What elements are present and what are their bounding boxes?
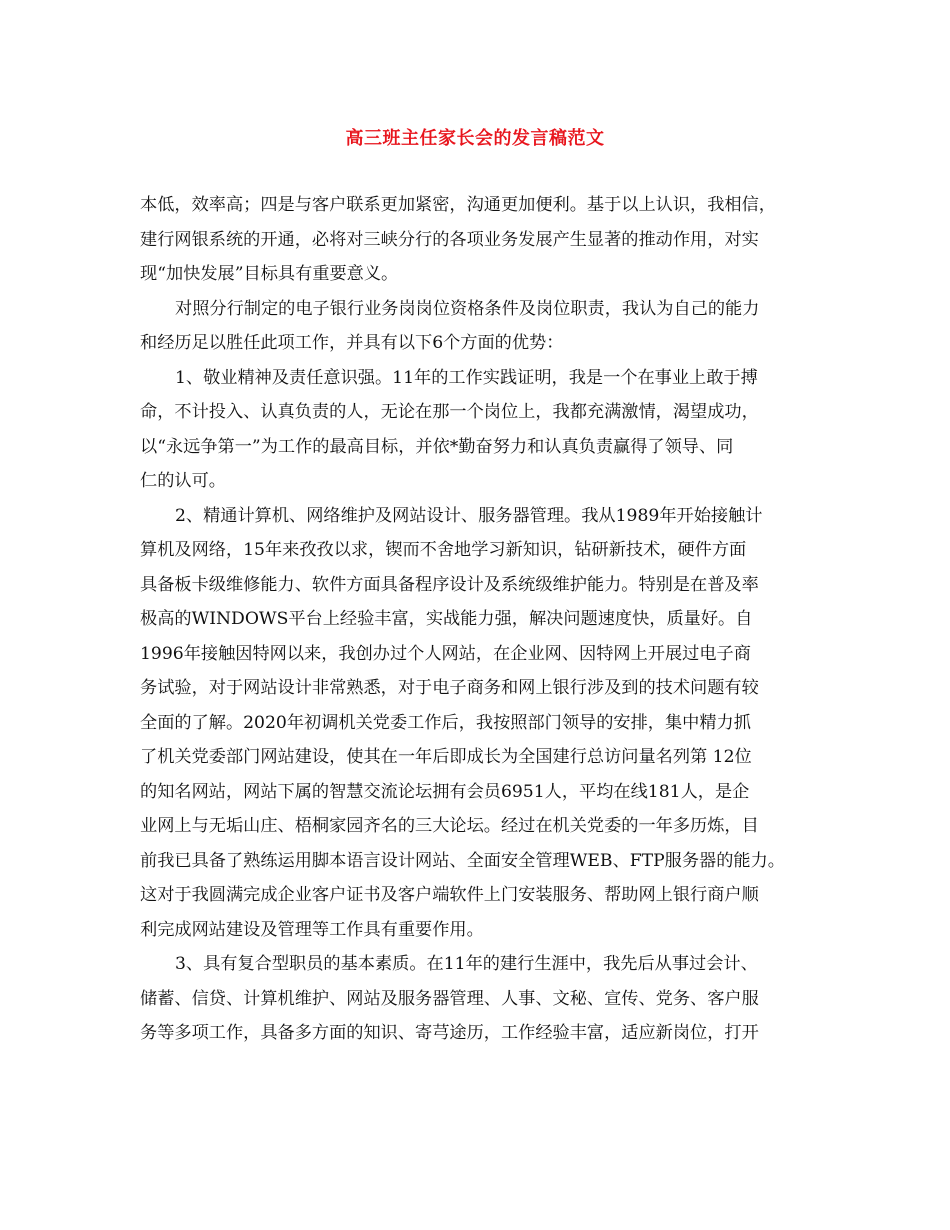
body-text-line: 具备板卡级维修能力、软件方面具备程序设计及系统级维护能力。特别是在普及率 <box>140 574 759 595</box>
body-text-line: 这对于我圆满完成企业客户证书及客户端软件上门安装服务、帮助网上银行商户顺 <box>140 885 759 905</box>
body-text-line: 建行网银系统的开通，必将对三峡分行的各项业务发展产生显著的推动作用，对实 <box>140 229 759 250</box>
body-text-line: 对照分行制定的电子银行业务岗岗位资格条件及岗位职责，我认为自己的能力 <box>175 298 760 319</box>
body-text-line: 3、具有复合型职员的基本素质。在11年的建行生涯中，我先后从事过会计、 <box>175 954 758 974</box>
body-text-line: 本低，效率高；四是与客户联系更加紧密，沟通更加便利。基于以上认识，我相信， <box>140 195 776 215</box>
body-text-line: 1、敬业精神及责任意识强。11年的工作实践证明，我是一个在事业上敢于搏 <box>175 367 758 388</box>
body-text-line: 以“永远争第一”为工作的最高目标，并依*勤奋努力和认真负责赢得了领导、同 <box>140 436 734 457</box>
document-title: 高三班主任家长会的发言稿范文 <box>345 128 605 149</box>
body-text-line: 2、精通计算机、网络维护及网站设计、服务器管理。我从1989年开始接触计 <box>175 505 763 526</box>
body-text-line: 了机关党委部门网站建设，使其在一年后即成长为全国建行总访问量名列第 12位 <box>140 747 752 767</box>
body-text-line: 务试验，对于网站设计非常熟悉，对于电子商务和网上银行涉及到的技术问题有较 <box>140 678 759 698</box>
body-text-line: 现“加快发展”目标具有重要意义。 <box>140 264 399 284</box>
body-text-line: 储蓄、信贷、计算机维护、网站及服务器管理、人事、文秘、宣传、党务、客户服 <box>140 988 759 1009</box>
body-text-line: 命，不计投入、认真负责的人，无论在那一个岗位上，我都充满激情，渴望成功， <box>140 402 759 422</box>
body-text-line: 前我已具备了熟练运用脚本语言设计网站、全面安全管理WEB、FTP服务器的能力。 <box>140 850 785 871</box>
document-body <box>140 188 820 1051</box>
body-text-line: 务等多项工作，具备多方面的知识、寄芎途历，工作经验丰富，适应新岗位，打开 <box>140 1023 759 1043</box>
body-text-line: 1996年接触因特网以来，我创办过个人网站，在企业网、因特网上开展过电子商 <box>140 643 751 664</box>
body-text-line: 利完成网站建设及管理等工作具有重要作用。 <box>140 919 484 940</box>
body-text-line: 极高的WINDOWS平台上经验丰富，实战能力强，解决问题速度快，质量好。自 <box>140 609 753 629</box>
body-text-line: 仁的认可。 <box>140 471 226 491</box>
body-text-line: 和经历足以胜任此项工作，并具有以下6个方面的优势： <box>140 333 564 353</box>
body-text-line: 算机及网络，15年来孜孜以求，锲而不舍地学习新知识，钻研新技术，硬件方面 <box>140 540 747 560</box>
body-text-line: 业网上与无垢山庄、梧桐家园齐名的三大论坛。经过在机关党委的一年多历炼，目 <box>140 816 759 836</box>
body-text-line: 全面的了解。2020年初调机关党委工作后，我按照部门领导的安排，集中精力抓 <box>140 712 751 733</box>
body-text-line: 的知名网站，网站下属的智慧交流论坛拥有会员6951人，平均在线181人，是企 <box>140 781 750 802</box>
